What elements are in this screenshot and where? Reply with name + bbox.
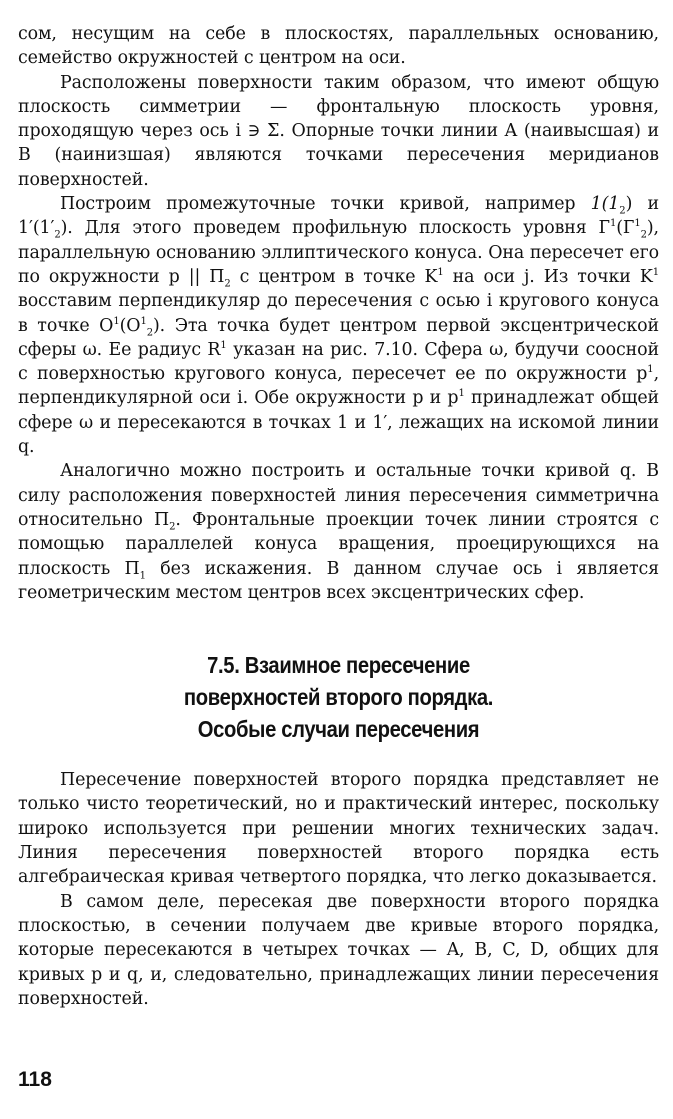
paragraph-3 [18,192,659,459]
superscript: 1 [437,267,444,279]
body-text-bottom [18,768,659,1011]
subscript: 2 [640,229,647,241]
superscript: 1 [220,340,227,352]
text-run: без искажения. В данном случае ось i является геометрическим местом центров всех эксцентрических сфер. [18,558,659,603]
subscript: 2 [54,229,61,241]
superscript: 1 [140,315,147,327]
text-run: . Фронтальные проекции точек линии строятся с помощью параллелей конуса вращения, проецирующихся на плоскость П [18,509,659,579]
text-run: ), параллельную основанию эллиптического конуса. Она пересечет его по окружности p || П [18,218,659,287]
paragraph-4 [18,459,659,605]
superscript: 1 [609,218,617,230]
superscript: 1 [652,267,659,279]
text-run: 1(1 [590,194,620,215]
section-heading-line-2: поверхностей второго порядка. [183,684,494,711]
section-heading [18,649,659,745]
text-run: указан на рис. 7.10. Сфера ω, будучи соосной с поверхностью кругового конуса, пересечет ее по окружности p [18,339,659,385]
superscript: 1 [113,315,120,327]
superscript: 1 [647,364,654,376]
subscript: 2 [224,278,231,290]
page-number: 118 [18,1068,52,1091]
section-heading-line-1: 7.5. Взаимное пересечение [207,652,470,679]
text-run: , перпендикулярной оси i. Обе окружности p и p [18,364,659,409]
text-run: Построим промежуточные точки кривой, например [60,194,591,215]
section-heading-line-3: Особые случаи пересечения [197,716,480,743]
paragraph-6: В самом деле, пересекая две поверхности второго порядка плоскостью, в сечении получаем две кривые второго порядка, которые пересекаются в четырех точках — A, B, C, D, общих для кривых p и q, и, следовательно, принадлежащих линии пересечения поверхностей. [18,891,659,1009]
text-run: восставим перпендикуляр до пересечения с осью i кругового конуса в точке O [18,291,659,336]
text-run: ) и 1′(1′ [18,194,659,239]
subscript: 2 [146,327,153,339]
text-run: (O [119,315,141,336]
subscript: 2 [619,205,626,217]
text-run: на оси j. Из точки K [443,266,653,287]
text-run: Аналогично можно построить и остальные точки кривой q. В силу расположения поверхностей линия пересечения симметрична относительно П [18,461,659,530]
text-run: ). Для этого проведем профильную плоскость уровня Г [60,218,610,239]
paragraph-2: Расположены поверхности таким образом, что имеют общую плоскость симметрии — фронтальную плоскость уровня, проходящую через ось i ∋ Σ. Опорные точки линии A (наивысшая) и B (наинизшая) являются точками пересечения меридианов поверхностей. [18,72,659,190]
superscript: 1 [634,218,641,230]
subscript: 2 [169,521,176,533]
superscript: 1 [458,388,465,400]
subscript: 1 [139,570,146,581]
text-run: с центром в точке K [230,266,438,287]
paragraph-1: сом, несущим на себе в плоскостях, параллельных основанию, семейство окружностей с центром на оси. [18,24,659,69]
body-text-top [18,22,659,605]
text-run: ). Эта точка будет центром первой эксцентрической сферы ω. Ее радиус R [18,315,659,360]
paragraph-5: Пересечение поверхностей второго порядка представляет не только чисто теоретический, но и практический интерес, поскольку широко используется при решении многих технических задач. Линия пересечения поверхностей второго порядка есть алгебраическая кривая четвертого порядка, что легко доказывается. [18,770,659,888]
text-run: принадлежат общей сфере ω и пересекаются в точках 1 и 1′, лежащих на искомой линии q. [18,388,660,458]
text-run: (Г [616,218,635,239]
